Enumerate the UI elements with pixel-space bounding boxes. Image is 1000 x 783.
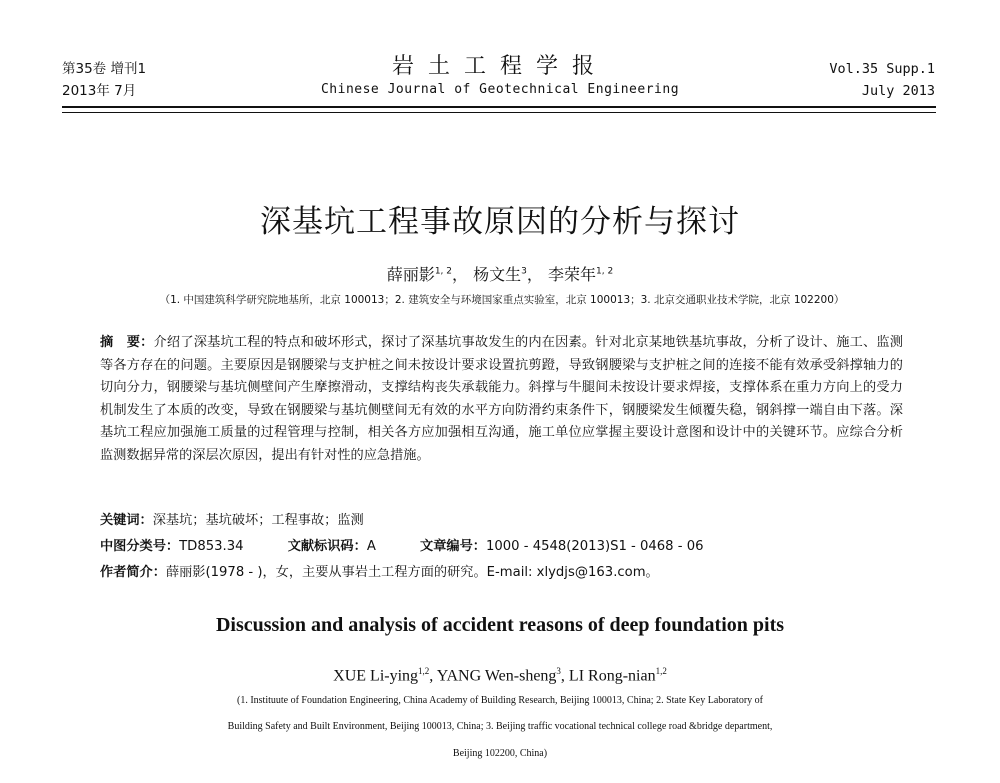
header-right (829, 58, 935, 102)
volume-en: Vol.35 Supp.1 (829, 61, 935, 77)
keywords-cn (100, 510, 903, 532)
date-en: July 2013 (861, 83, 935, 99)
journal-title-cn: 岩土工程学报 (391, 54, 608, 79)
author-cn: 薛丽影 (386, 265, 435, 284)
volume-cn: 第35卷 增刊1 (62, 61, 147, 77)
author-separator: , (560, 667, 569, 685)
authors-en (0, 666, 1000, 685)
author-en: LI Rong-nian (568, 667, 656, 685)
doc-code-label: 文献标识码： (287, 539, 367, 554)
author-affil-sup: 3 (556, 666, 561, 676)
keywords-label: 关键词： (100, 513, 153, 528)
author-bio-text: 薛丽影(1978 - )，女，主要从事岩土工程方面的研究。E-mail: xlydjs@163.com。 (165, 565, 659, 580)
doc-code-value: A (366, 539, 376, 554)
abstract-label: 摘 要： (100, 335, 154, 350)
keywords-text: 深基坑；基坑破坏；工程事故；监测 (152, 513, 364, 528)
abstract-text: 介绍了深基坑工程的特点和破坏形式，探讨了深基坑事故发生的内在因素。针对北京某地铁基坑事故，分析了设计、施工、监测等各方存在的问题。主要原因是钢腰梁与支护桩之间未按设计要求设置抗剪蹬，导致钢腰梁与支护桩之间的连接不能有效承受斜撑轴力的切向分力，钢腰梁与基坑侧壁间产生摩擦滑动，支撑结构丧失承载能力。斜撑与牛腿间未按设计要求焊接，支撑体系在重力方向上的受力机制发生了本质的改变，导致在钢腰梁与基坑侧壁间无有效的水平方向防滑约束条件下，钢腰梁发生倾覆失稳，钢斜撑一端自由下落。深基坑工程应加强施工质量的过程管理与控制，相关各方应加强相互沟通，施工单位应掌握主要设计意图和设计中的关键环节。应综合分析监测数据异常的深层次原因，提出有针对性的应急措施。 (100, 335, 903, 463)
journal-header (0, 0, 1000, 120)
author-affil-sup: 3 (521, 266, 527, 277)
affiliation-en-line: Beijing 102200, China) (452, 748, 548, 759)
abstract-cn (100, 332, 903, 467)
article-number-label: 文章编号： (420, 539, 486, 554)
affiliation-en-line: Building Safety and Built Environment, Beijing 100013, China; 3. Beijing traffic vocational technical college road &bridge department, (227, 721, 773, 732)
paper-title-cn: 深基坑工程事故原因的分析与探讨 (260, 204, 740, 240)
author-affil-sup: 1,2 (418, 666, 430, 676)
author-affil-sup: 1, 2 (434, 266, 453, 277)
classification-line (100, 536, 903, 558)
article-number-value: 1000 - 4548(2013)S1 - 0468 - 06 (485, 539, 704, 554)
affiliation-cn: （1. 中国建筑科学研究院地基所，北京 100013；2. 建筑安全与环境国家重点实验室，北京 100013；3. 北京交通职业技术学院，北京 102200） (159, 294, 845, 306)
clc-value: TD853.34 (179, 539, 244, 554)
author-separator: , (429, 667, 437, 685)
author-cn: 李荣年 (547, 265, 596, 284)
header-rule-thin (62, 112, 936, 113)
author-bio-label: 作者简介： (100, 565, 166, 580)
journal-title-en: Chinese Journal of Geotechnical Engineering (320, 82, 680, 97)
author-en: YANG Wen-sheng (436, 667, 557, 685)
author-affil-sup: 1,2 (655, 666, 667, 676)
author-separator: ， (526, 265, 543, 284)
author-bio (100, 562, 903, 584)
date-cn: 2013年 7月 (62, 83, 137, 99)
header-rule-thick (62, 106, 936, 108)
clc-label: 中图分类号： (100, 539, 180, 554)
author-affil-sup: 1, 2 (596, 266, 614, 277)
author-en: XUE Li-ying (333, 667, 419, 685)
author-separator: ， (452, 265, 469, 284)
author-cn: 杨文生 (473, 265, 522, 284)
authors-cn (0, 262, 1000, 285)
affiliation-en-line: (1. Instituute of Foundation Engineering, China Academy of Building Research, Beijing 100013, China; 2. State Key Laboratory of (236, 695, 763, 706)
paper-title-en: Discussion and analysis of accident reasons of deep foundation pits (215, 614, 785, 636)
